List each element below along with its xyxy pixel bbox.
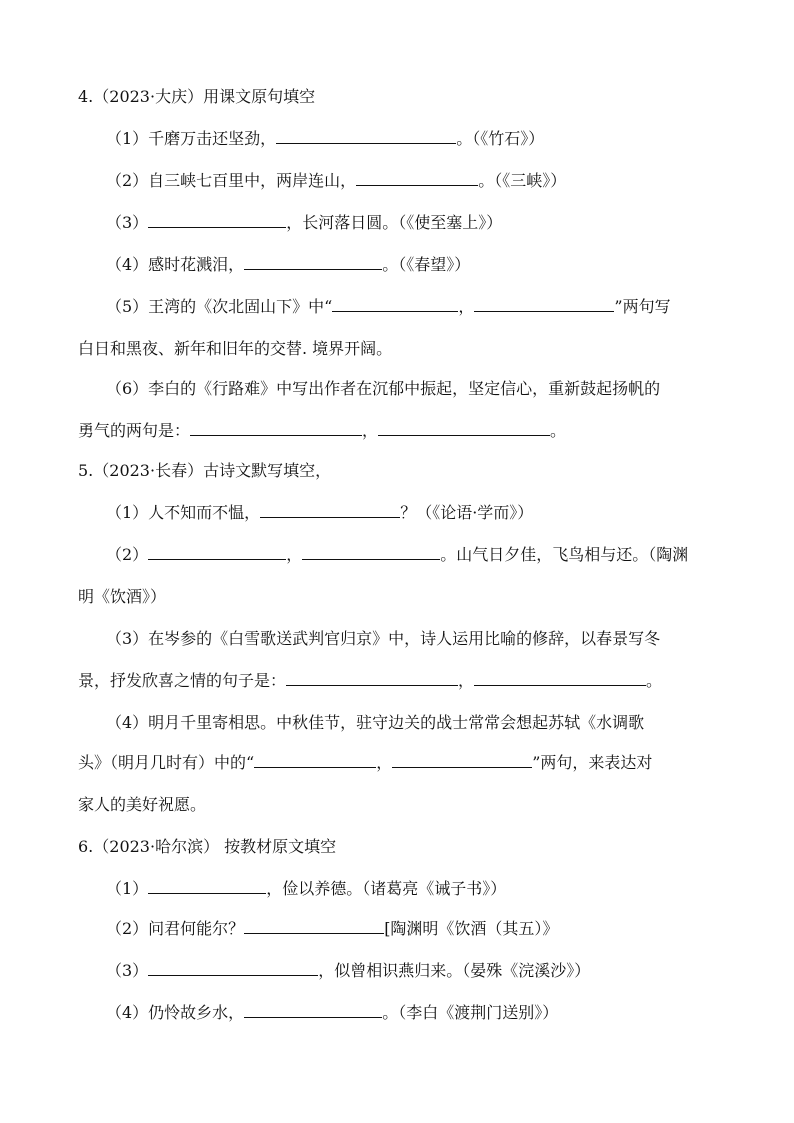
q4-item-6-cont: 勇气的两句是： ， 。 [78, 421, 567, 440]
question-5-heading [78, 460, 794, 482]
q4-item-2: （2）自三峡七百里中，两岸连山， 。（《三峡》） [106, 171, 567, 190]
q4-item-5: （5）王湾的《次北固山下》中“ ， ”两句写 [106, 297, 671, 316]
answer-blank[interactable] [356, 170, 478, 186]
q5-item-4-cont: 头》（明月几时有）中的“ ， ”两句，来表达对 [78, 753, 653, 772]
q5-item-2-cont: 明《饮酒》） [78, 587, 167, 606]
answer-blank[interactable] [474, 670, 646, 686]
q5-item-3: （3）在岑参的《白雪歌送武判官归京》中，诗人运用比喻的修辞，以春景写冬 [106, 629, 661, 648]
question-4-heading [78, 86, 794, 108]
q5-item-2: （2） ， 。山气日夕佳，飞鸟相与还。（陶渊 [106, 545, 689, 564]
heading-text: 4.（2023·大庆）用课文原句填空 [78, 87, 316, 106]
answer-blank[interactable] [244, 918, 384, 934]
q6-item-1: （1） ，俭以养德。（诸葛亮《诫子书》） [106, 879, 507, 898]
heading-text: 5.（2023·长春）古诗文默写填空， [78, 461, 332, 480]
answer-blank[interactable] [332, 296, 458, 312]
answer-blank[interactable] [392, 752, 532, 768]
answer-blank[interactable] [190, 420, 362, 436]
answer-blank[interactable] [260, 502, 400, 518]
heading-text: 6.（2023·哈尔滨） 按教材原文填空 [78, 837, 337, 856]
answer-blank[interactable] [148, 212, 286, 228]
q4-item-3: （3） ，长河落日圆。（《使至塞上》） [106, 213, 503, 232]
answer-blank[interactable] [244, 1002, 382, 1018]
q4-item-6: （6）李白的《行路难》中写出作者在沉郁中振起，坚定信心，重新鼓起扬帆的 [106, 379, 661, 398]
answer-blank[interactable] [254, 752, 376, 768]
answer-blank[interactable] [378, 420, 550, 436]
answer-blank[interactable] [148, 878, 266, 894]
q5-item-4-cont2: 家人的美好祝愿。 [78, 795, 207, 814]
q4-item-1: （1）千磨万击还坚劲， 。（《竹石》） [106, 129, 545, 148]
q5-item-1: （1）人不知而不愠， ？（《论语·学而》） [106, 503, 534, 522]
answer-blank[interactable] [148, 960, 318, 976]
q6-item-2: （2）问君何能尔？ [陶渊明《饮酒（其五）》 [106, 919, 559, 938]
q5-item-4: （4）明月千里寄相思。中秋佳节，驻守边关的战士常常会想起苏轼《水调歌 [106, 713, 645, 732]
answer-blank[interactable] [276, 128, 456, 144]
q4-item-4: （4）感时花溅泪， 。（《春望》） [106, 255, 471, 274]
answer-blank[interactable] [302, 544, 440, 560]
question-6-heading [78, 836, 794, 858]
answer-blank[interactable] [148, 544, 286, 560]
answer-blank[interactable] [286, 670, 458, 686]
q6-item-4: （4）仍怜故乡水， 。（李白《渡荆门送别》） [106, 1003, 559, 1022]
q4-item-5-cont: 白日和黑夜、新年和旧年的交替. 境界开阔。 [78, 339, 393, 358]
q6-item-3: （3） ，似曾相识燕归来。（晏殊《浣溪沙》） [106, 961, 591, 980]
answer-blank[interactable] [474, 296, 614, 312]
q5-item-3-cont: 景，抒发欣喜之情的句子是： ， 。 [78, 671, 663, 690]
answer-blank[interactable] [244, 254, 382, 270]
